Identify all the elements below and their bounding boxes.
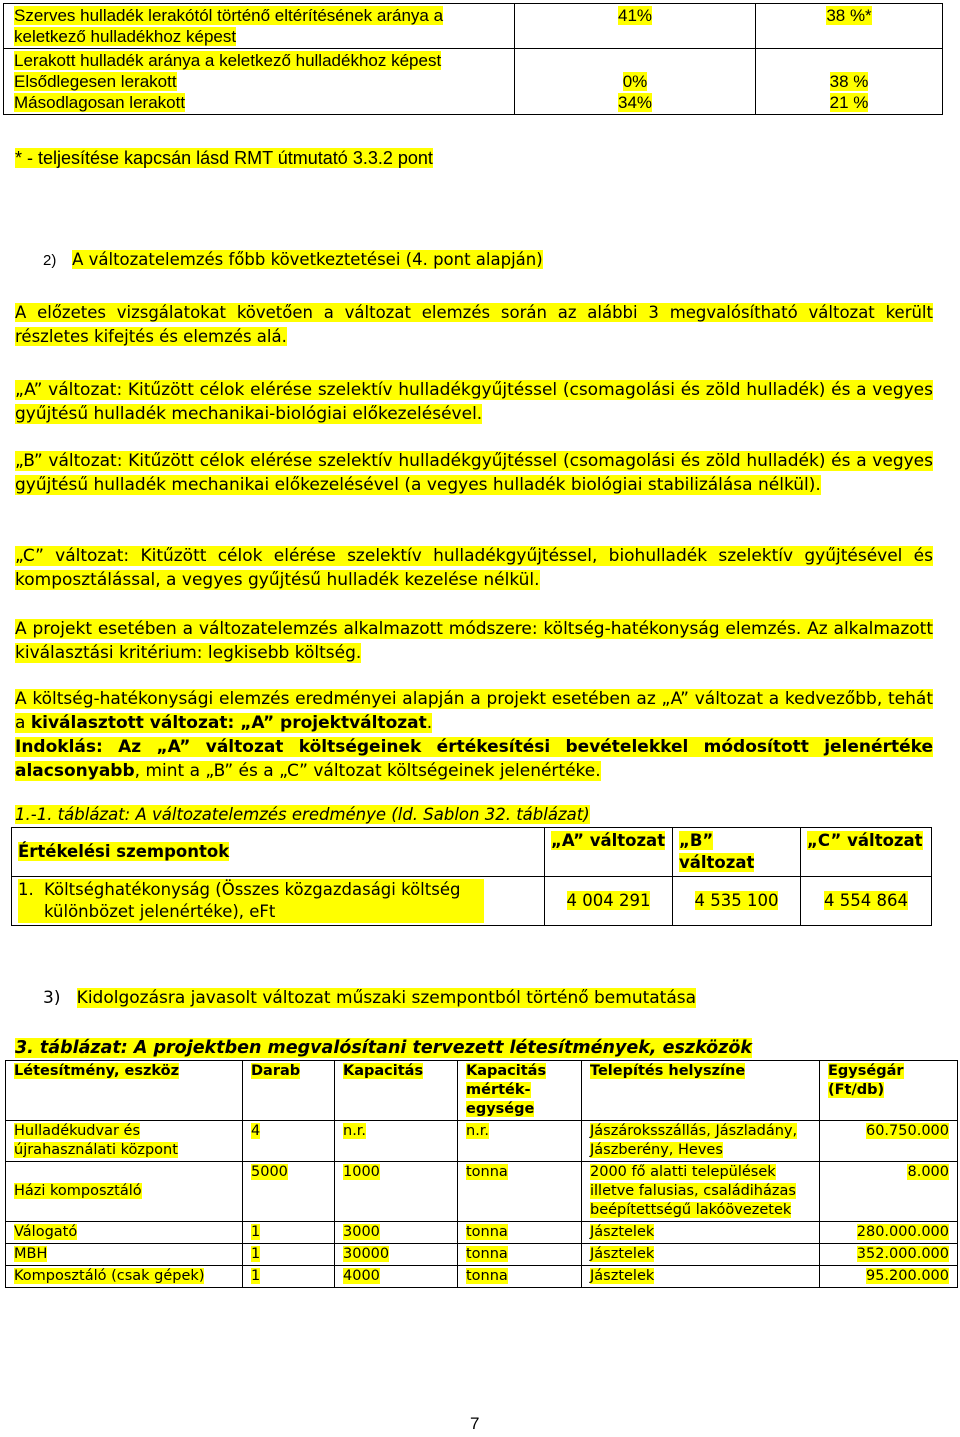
table-cell: n.r. (335, 1121, 458, 1162)
table-cell: 4 554 864 (801, 877, 932, 926)
table-cell: 4 004 291 (545, 877, 673, 926)
table-cell: Hulladékudvar és újrahasználati központ (6, 1121, 243, 1162)
summary-table (3, 3, 943, 115)
table-cell: 1 (243, 1222, 335, 1244)
variant-c-paragraph: „C” változat: Kitűzött célok elérése szelektív hulladékgyűjtéssel, biohulladék szelektív gyűjtésével és komposztálással, a vegyes gyűjtésű hulladék kezelése nélkül. (15, 546, 933, 590)
table-cell: 95.200.000 (820, 1266, 958, 1288)
table-cell: Jásztelek (582, 1222, 820, 1244)
table-header: Értékelési szempontok (12, 828, 545, 877)
table-cell: 1. Költséghatékonyság (Összes közgazdasági költség különbözet jelenértéke), eFt (12, 877, 545, 926)
table-cell: Házi komposztáló (6, 1162, 243, 1222)
table-header: Kapacitás (335, 1061, 458, 1121)
table-cell: Jászároksszállás, Jászladány, Jászberény, Heves (582, 1121, 820, 1162)
table-cell: n.r. (458, 1121, 582, 1162)
table-cell: 1000 (335, 1162, 458, 1222)
table-cell: Lerakott hulladék aránya a keletkező hulladékhoz képest Elsődlegesen lerakott Másodlagosan lerakott (4, 49, 515, 115)
table-cell: Válogató (6, 1222, 243, 1244)
facilities-table (5, 1060, 958, 1288)
table-cell: 4 535 100 (673, 877, 801, 926)
table-cell: 8.000 (820, 1162, 958, 1222)
table-header: „C” változat (801, 828, 932, 877)
variant-b-paragraph: „B” változat: Kitűzött célok elérése szelektív hulladékgyűjtéssel (csomagolási és zöld hulladék) és a vegyes gyűjtésű hulladék mechanikai előkezelésével (a vegyes hulladék biológiai stabilizálása nélkül). (15, 451, 933, 495)
table-cell: 30000 (335, 1244, 458, 1266)
table-row (6, 1266, 958, 1288)
table-header: Létesítmény, eszköz (6, 1061, 243, 1121)
table-cell: 3000 (335, 1222, 458, 1244)
table-row (6, 1121, 958, 1162)
table-header: Egységár (Ft/db) (820, 1061, 958, 1121)
table-row (6, 1162, 958, 1222)
table-row (6, 1222, 958, 1244)
table-cell: 0% 34% (515, 49, 756, 115)
table-cell: tonna (458, 1162, 582, 1222)
table-cell: 4 (243, 1121, 335, 1162)
table-header: Telepítés helyszíne (582, 1061, 820, 1121)
table-cell: Jásztelek (582, 1266, 820, 1288)
table-cell: 38 %* (756, 4, 943, 49)
section-2-heading: 2) A változatelemzés főbb következtetései (4. pont alapján) (43, 250, 543, 269)
footnote: * - teljesítése kapcsán lásd RMT útmutató 3.3.2 pont (15, 148, 433, 168)
table3-caption: 3. táblázat: A projektben megvalósítani tervezett létesítmények, eszközök (15, 1038, 752, 1058)
table-header: Darab (243, 1061, 335, 1121)
table-cell: Jásztelek (582, 1244, 820, 1266)
table-cell: tonna (458, 1222, 582, 1244)
table-header: Kapacitás mérték-egysége (458, 1061, 582, 1121)
table2-caption: 1.-1. táblázat: A változatelemzés eredménye (ld. Sablon 32. táblázat) (15, 805, 590, 824)
table-cell: 280.000.000 (820, 1222, 958, 1244)
table-cell: 1 (243, 1244, 335, 1266)
table-cell: 5000 (243, 1162, 335, 1222)
section-3-heading: 3) Kidolgozásra javasolt változat műszaki szempontból történő bemutatása (43, 988, 697, 1008)
table-cell: Komposztáló (csak gépek) (6, 1266, 243, 1288)
table-cell: 41% (515, 4, 756, 49)
page-number: 7 (470, 1414, 480, 1433)
intro-paragraph: A előzetes vizsgálatokat követően a változat elemzés során az alábbi 3 megvalósítható változat került részletes kifejtés és elemzés alá. (15, 303, 933, 346)
result-paragraph: A költség-hatékonysági elemzés eredményei alapján a projekt esetében az „A” változat a kedvezőbb, tehát a kiválasztott változat: „A” projektváltozat. Indoklás: Az „A” változat költségeinek értékesítési bevételekkel módosított jelenértéke alacsonyabb, mint a „B” és a „C” változat költségeinek jelenértéke. (15, 689, 933, 781)
table-cell: 60.750.000 (820, 1121, 958, 1162)
table-cell: Szerves hulladék lerakótól történő eltérítésének aránya a keletkező hulladékhoz képest (4, 4, 515, 49)
table-cell: 38 % 21 % (756, 49, 943, 115)
table-header: „A” változat (545, 828, 673, 877)
variant-result-table (11, 827, 932, 926)
table-cell: 2000 fő alatti települések illetve falusias, családiházas beépítettségű lakóövezetek (582, 1162, 820, 1222)
table-cell: tonna (458, 1266, 582, 1288)
table-header: „B” változat (673, 828, 801, 877)
table-row (6, 1244, 958, 1266)
table-cell: tonna (458, 1244, 582, 1266)
table-cell: 352.000.000 (820, 1244, 958, 1266)
table-cell: MBH (6, 1244, 243, 1266)
variant-a-paragraph: „A” változat: Kitűzött célok elérése szelektív hulladékgyűjtéssel (csomagolási és zöld hulladék) és a vegyes gyűjtésű hulladék mechanikai-biológiai előkezelésével. (15, 380, 933, 424)
table-cell: 1 (243, 1266, 335, 1288)
table-cell: 4000 (335, 1266, 458, 1288)
method-paragraph: A projekt esetében a változatelemzés alkalmazott módszere: költség-hatékonyság elemzés. Az alkalmazott kiválasztási kritérium: legkisebb költség. (15, 619, 933, 663)
